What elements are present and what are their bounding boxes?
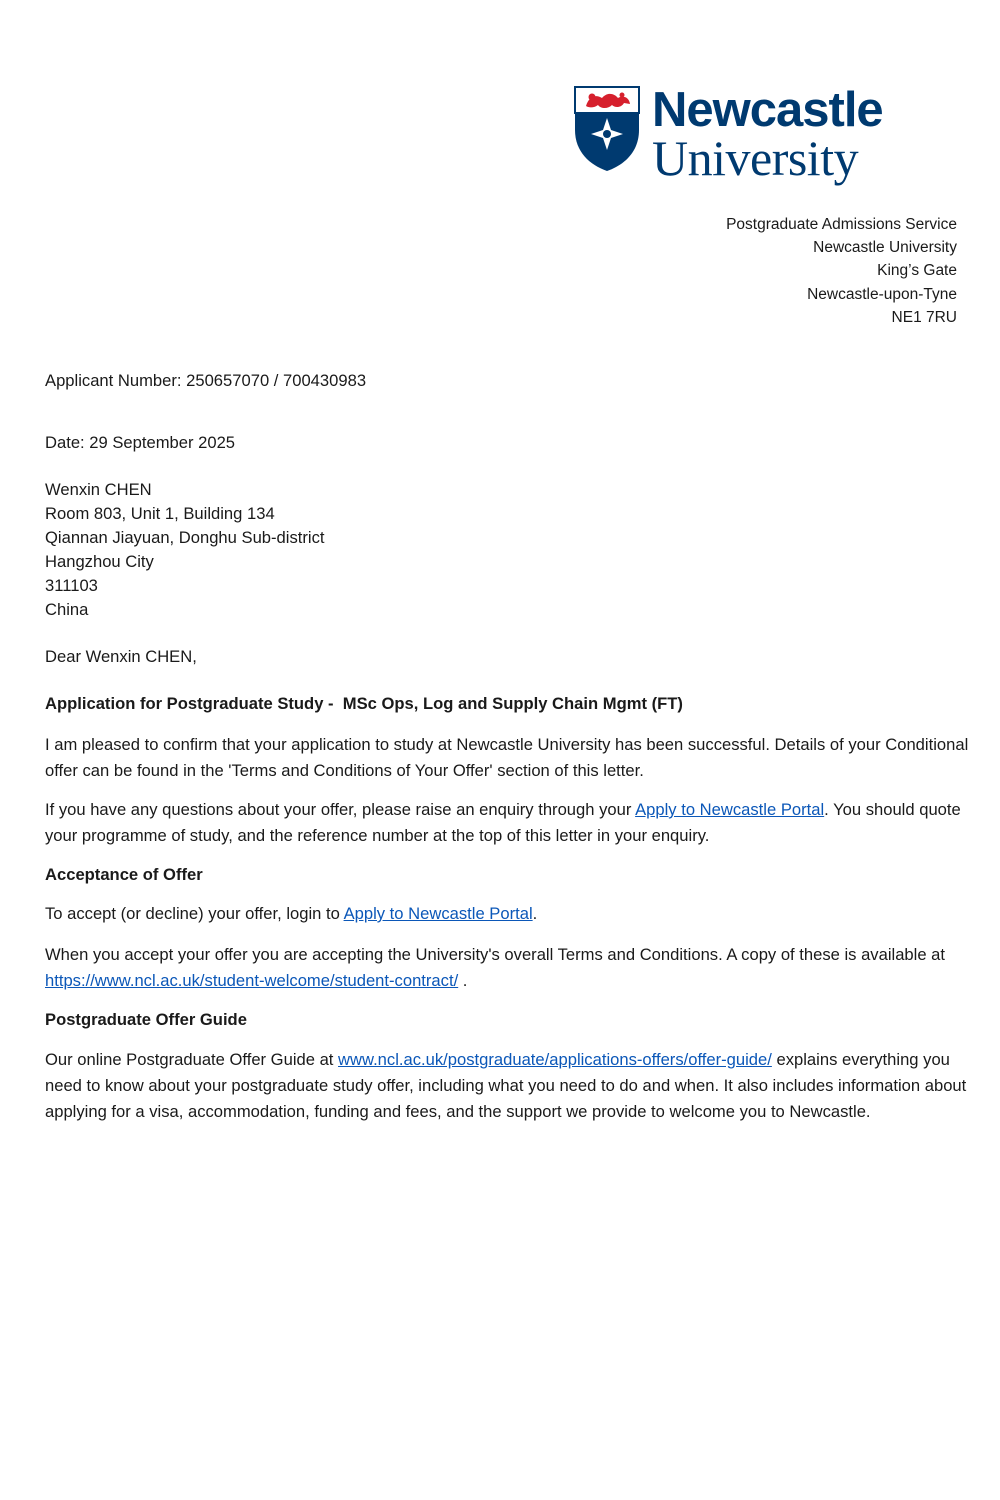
paragraph-text: . You should quote your programme of study, and the reference number at the top of this letter in your enquiry. — [45, 800, 961, 845]
paragraph-text: explains everything you need to know about your postgraduate study offer, including what you need to do and when. It also includes information about applying for a visa, accommodation, funding and fees, and the support we provide to welcome you to Newcastle. — [45, 1050, 967, 1121]
paragraph-text: If you have any questions about your offer, please raise an enquiry through your — [45, 800, 636, 819]
recipient-line: Qiannan Jiayuan, Donghu Sub-district — [45, 528, 325, 547]
salutation: Dear Wenxin CHEN, — [45, 647, 197, 666]
recipient-address — [45, 478, 325, 622]
logo-word-university: University — [652, 130, 859, 186]
recipient-line: Hangzhou City — [45, 552, 154, 571]
recipient-line: China — [45, 600, 89, 619]
sender-line: Newcastle-upon-Tyne — [807, 285, 957, 303]
guide-heading: Postgraduate Offer Guide — [45, 1010, 247, 1029]
offer-guide-link[interactable]: www.ncl.ac.uk/postgraduate/applications-offers/offer-guide/ — [338, 1050, 772, 1069]
paragraph-text: Our online Postgraduate Offer Guide at — [45, 1050, 339, 1069]
applicant-number: Applicant Number: 250657070 / 700430983 — [45, 371, 367, 390]
sender-line: Postgraduate Admissions Service — [726, 216, 957, 233]
student-contract-link[interactable]: https://www.ncl.ac.uk/student-welcome/student-contract/ — [45, 971, 459, 990]
subject-line: Application for Postgraduate Study - MSc Ops, Log and Supply Chain Mgmt (FT) — [45, 694, 683, 713]
university-logo — [574, 83, 914, 186]
letter-date: Date: 29 September 2025 — [45, 433, 236, 452]
paragraph-text: To accept (or decline) your offer, login to — [45, 904, 344, 923]
sender-line: King’s Gate — [877, 262, 957, 280]
paragraph-text: When you accept your offer you are accepting the University's overall Terms and Conditions. A copy of these is available at — [45, 945, 946, 964]
recipient-line: Room 803, Unit 1, Building 134 — [45, 504, 275, 523]
portal-link[interactable]: Apply to Newcastle Portal — [635, 800, 825, 819]
paragraph-confirmation: I am pleased to confirm that your application to study at Newcastle University has been successful. Details of your Conditional offer can be found in the 'Terms and Conditions of Your Offer' section of this letter. — [45, 735, 969, 780]
newcastle-university-crest-icon — [574, 86, 640, 172]
acceptance-login-line — [45, 904, 537, 924]
recipient-line: Wenxin CHEN — [45, 480, 152, 499]
acceptance-heading: Acceptance of Offer — [45, 865, 203, 884]
portal-link[interactable]: Apply to Newcastle Portal — [343, 904, 533, 923]
sender-address — [726, 213, 957, 329]
paragraph-text: . — [532, 904, 538, 923]
paragraph-terms — [45, 942, 970, 994]
paragraph-questions — [45, 797, 970, 849]
paragraph-text: . — [458, 971, 468, 990]
recipient-line: 311103 — [45, 576, 98, 595]
paragraph-offer-guide — [45, 1047, 970, 1125]
sender-line: NE1 7RU — [891, 308, 957, 326]
sender-line: Newcastle University — [813, 239, 957, 257]
logo-word-newcastle: Newcastle — [652, 83, 883, 137]
